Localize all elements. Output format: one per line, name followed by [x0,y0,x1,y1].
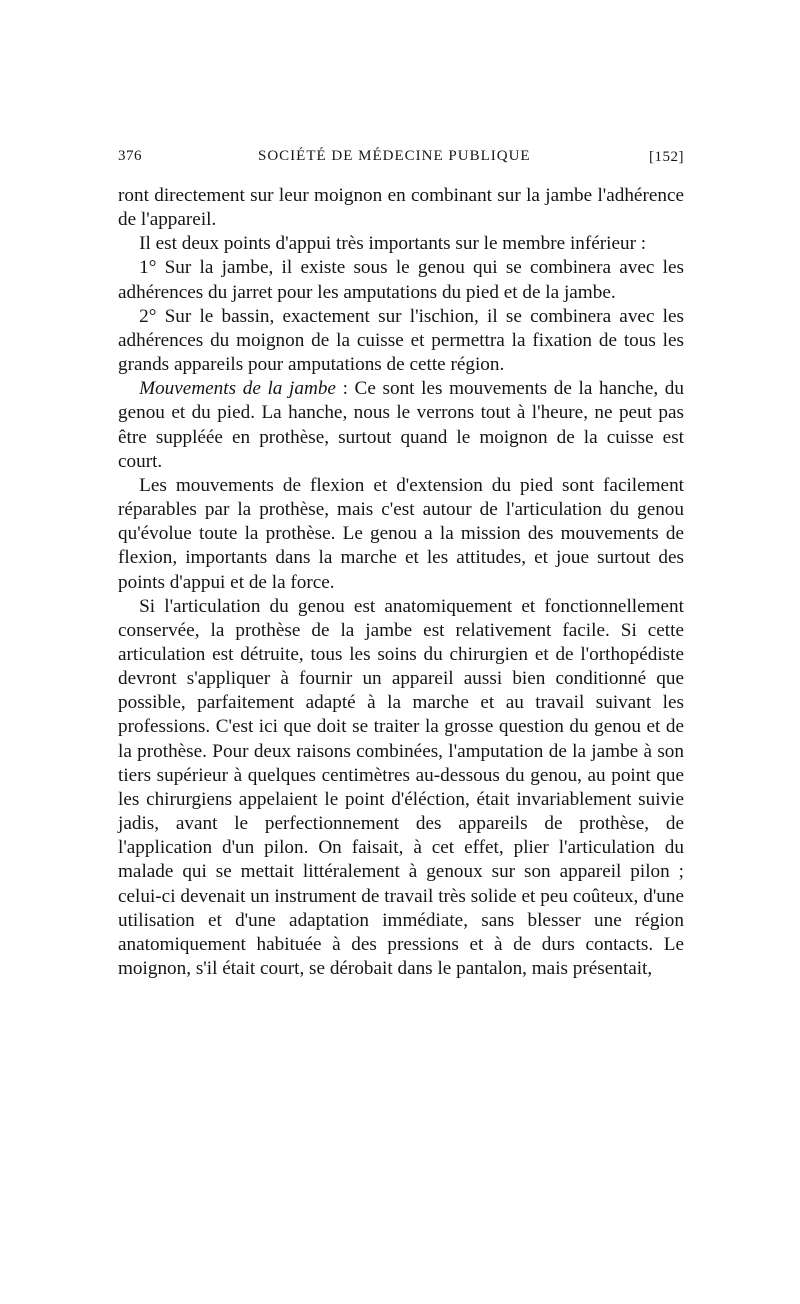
paragraph-3: 1° Sur la jambe, il existe sous le genou qui se combinera avec les adhérences du jarret pour les amputations du pied et de la jambe. [118,257,684,303]
page-header [118,148,684,172]
reference-number: [152] [649,149,684,165]
paragraph-5-text: : Ce sont les mouvements de la hanche, du genou et du pied. La hanche, nous le verrons tout à l'heure, ne peut pas être suppléée en prothèse, surtout quand le moignon de la cuisse est court. [118,378,684,472]
paragraph-2: Il est deux points d'appui très importants sur le membre inférieur : [139,233,647,255]
running-title: SOCIÉTÉ DE MÉDECINE PUBLIQUE [258,148,531,164]
paragraph-5 [118,377,684,474]
paragraph-7: Si l'articulation du genou est anatomiquement et fonctionnellement conservée, la prothèse de la jambe est relativement facile. Si cette articulation est détruite, tous les soins du chirurgien et de l'orthopédiste devront s'appliquer à fournir un appareil aussi bien conditionné que possible, parfaitement adapté à la marche et au travail suivant les professions. C'est ici que doit se traiter la grosse question du genou et de la prothèse. Pour deux raisons combinées, l'amputation de la jambe à son tiers supérieur à quelques centimètres au-dessous du genou, au point que les chirurgiens appelaient le point d'éléction, était invariablement suivie jadis, avant le perfectionnement des appareils de prothèse, de l'application d'un pilon. On faisait, à cet effet, plier l'articulation du malade qui se mettait littéralement à genoux sur son appareil pilon ; celui-ci devenait un instrument de travail très solide et peu coûteux, d'une utilisation et d'une adaptation immédiate, sans blesser une région anatomiquement habituée à des pressions et à de durs contacts. Le moignon, s'il était court, se dérobait dans le pantalon, mais présentait, [118,595,684,979]
paragraph-1: ront directement sur leur moignon en combinant sur la jambe l'adhérence de l'appareil. [118,185,684,231]
paragraph-6: Les mouvements de flexion et d'extension du pied sont facilement réparables par la prothèse, mais c'est autour de l'articulation du genou qu'évolue toute la prothèse. Le genou a la mission des mouvements de flexion, importants dans la marche et les attitudes, et joue surtout des points d'appui et de la force. [118,474,684,593]
page-number: 376 [118,148,142,164]
paragraph-4: 2° Sur le bassin, exactement sur l'ischion, il se combinera avec les adhérences du moignon de la cuisse et permettra la fixation de tous les grands appareils pour amputations de cette région. [118,305,684,376]
page-body [118,184,684,981]
book-page [118,148,684,981]
section-heading-italic: Mouvements de la jambe [139,378,336,400]
